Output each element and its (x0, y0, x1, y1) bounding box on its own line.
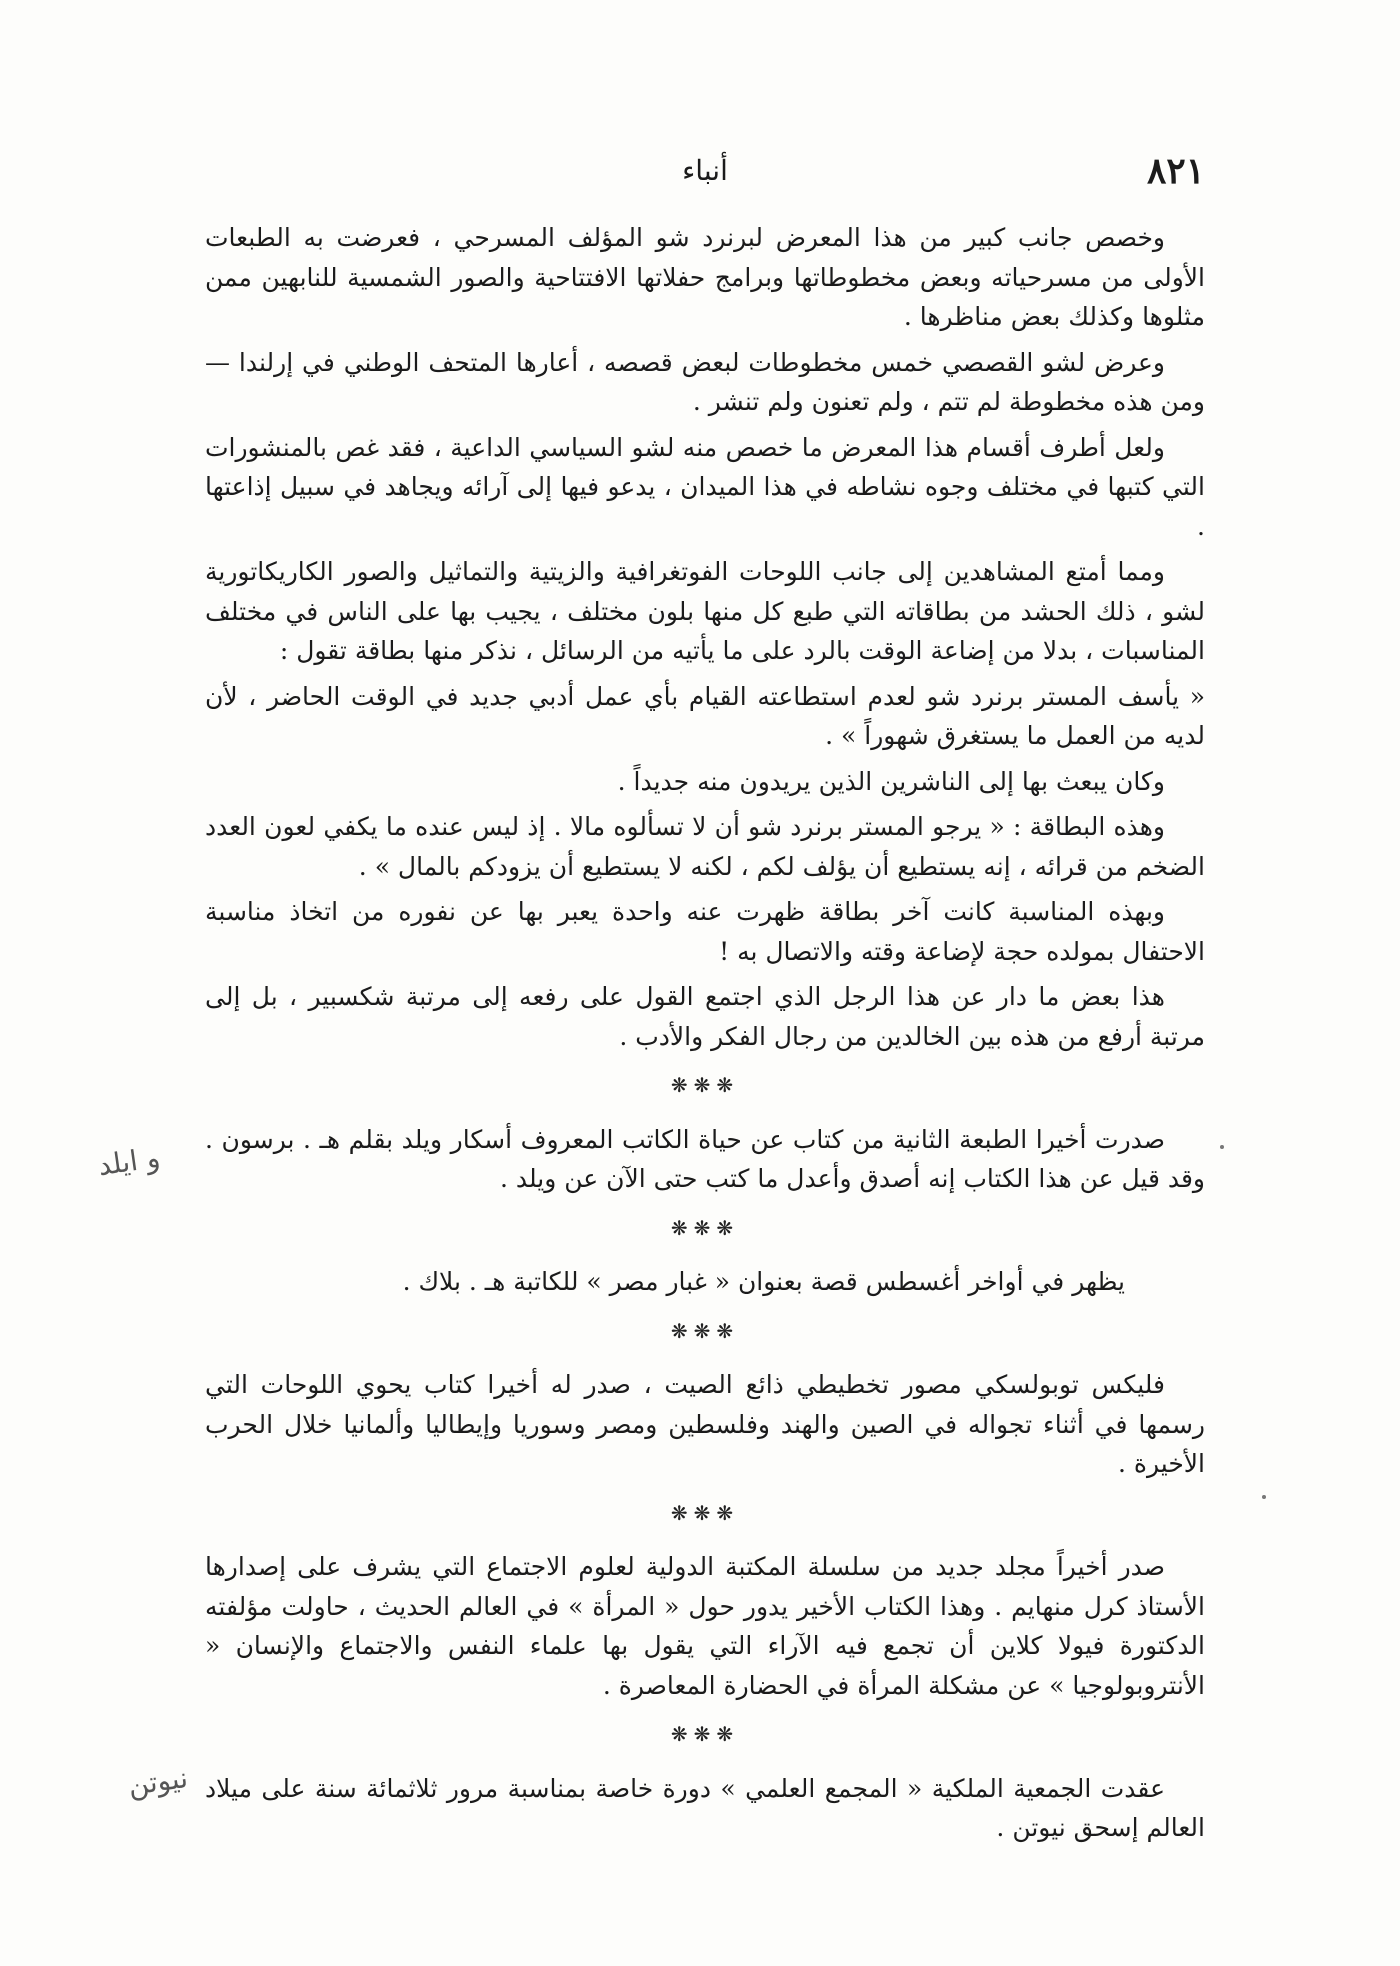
article-body (205, 218, 1205, 1854)
section-separator: ❋❋❋ (670, 1073, 740, 1097)
section-separator: ❋❋❋ (670, 1215, 740, 1240)
news-item-topolski: فليكس توبولسكي مصور تخطيطي ذائع الصيت ، صدر له أخيرا كتاب يحوي اللوحات التي رسمها في أثناء تجواله في الصين والهند وفلسطين ومصر وسوريا وإيطاليا وألمانيا خلال الحرب الأخيرة . (205, 1370, 1205, 1478)
news-item-wilde: صدرت أخيرا الطبعة الثانية من كتاب عن حياة الكاتب المعروف أسكار ويلد بقلم هـ . برسون . وقد قيل عن هذا الكتاب إنه أصدق وأعدل ما كتب حتى الآن عن ويلد . (205, 1124, 1205, 1193)
handwritten-margin-note: نيوتن (125, 1760, 190, 1803)
paragraph: وعرض لشو القصصي خمس مخطوطات لبعض قصصه ، أعارها المتحف الوطني في إرلندا — ومن هذه مخطوطة لم تتم ، ولم تعنون ولم تنشر . (205, 347, 1205, 416)
section-separator: ❋❋❋ (670, 1318, 740, 1343)
handwritten-margin-note: و ايلد (96, 1140, 162, 1183)
running-title: أنباء (682, 154, 728, 187)
page-header (205, 150, 1205, 200)
page-number: ٨٢١ (1146, 150, 1205, 192)
section-separator: ❋❋❋ (670, 1500, 740, 1525)
paragraph: وكان يبعث بها إلى الناشرين الذين يريدون منه جديداً . (617, 766, 1165, 796)
paragraph: وخصص جانب كبير من هذا المعرض لبرنرد شو المؤلف المسرحي ، فعرضت به الطبعات الأولى من مسرحياته وبعض مخطوطاتها وبرامج حفلاتها الافتتاحية والصور الشمسية للنابهين ممن مثلوها وكذلك بعض مناظرها . (205, 223, 1205, 331)
quoted-card-text: « يأسف المستر برنرد شو لعدم استطاعته القيام بأي عمل أدبي جديد في الوقت الحاضر ، لأن لديه من العمل ما يستغرق شهوراً » . (205, 681, 1205, 750)
paragraph: هذا بعض ما دار عن هذا الرجل الذي اجتمع القول على رفعه إلى مرتبة شكسبير ، بل إلى مرتبة أرفع من هذه بين الخالدين من رجال الفكر والأدب . (205, 982, 1205, 1051)
paper-speck (1220, 1145, 1224, 1149)
section-separator: ❋❋❋ (670, 1722, 740, 1746)
paragraph: وهذه البطاقة : « يرجو المستر برنرد شو أن لا تسألوه مالا . إذ ليس عنده ما يكفي لعون العدد الضخم من قرائه ، إنه يستطيع أن يؤلف لكم ، لكنه لا يستطيع أن يزودكم بالمال » . (205, 812, 1205, 881)
paragraph: ومما أمتع المشاهدين إلى جانب اللوحات الفوتغرافية والزيتية والتماثيل والصور الكاريكاتورية لشو ، ذلك الحشد من بطاقاته التي طبع كل منها بلون مختلف ، يجيب بها على الناس في مختلف المناسبات ، بدلا من إضاعة الوقت بالرد على ما يأتيه من الرسائل ، نذكر منها بطاقة تقول : (205, 557, 1205, 665)
paragraph: ولعل أطرف أقسام هذا المعرض ما خصص منه لشو السياسي الداعية ، فقد غص بالمنشورات التي كتبها في مختلف وجوه نشاطه في هذا الميدان ، يدعو فيها إلى آرائه ويجاهد في سبيل إذاعتها . (205, 432, 1205, 541)
news-item-woman-book: صدر أخيراً مجلد جديد من سلسلة المكتبة الدولية لعلوم الاجتماع التي يشرف على إصدارها الأستاذ كرل منهايم . وهذا الكتاب الأخير يدور حول « المرأة » في العالم الحديث ، حاولت مؤلفته الدكتورة فيولا كلاين أن تجمع فيه الآراء التي يقول بها علماء النفس والاجتماع والإنسان « الأنتروبولوجيا » عن مشكلة المرأة في الحضارة المعاصرة . (205, 1552, 1205, 1700)
paragraph: وبهذه المناسبة كانت آخر بطاقة ظهرت عنه واحدة يعبر بها عن نفوره من اتخاذ مناسبة الاحتفال بمولده حجة لإضاعة وقته والاتصال به ! (205, 897, 1205, 966)
news-item-dust-of-egypt: يظهر في أواخر أغسطس قصة بعنوان « غبار مصر » للكاتبة هـ . بلاك . (402, 1267, 1125, 1296)
news-item-newton: عقدت الجمعية الملكية « المجمع العلمي » دورة خاصة بمناسبة مرور ثلاثمائة سنة على ميلاد العالم إسحق نيوتن . (205, 1773, 1205, 1842)
paper-speck (1262, 1495, 1266, 1499)
